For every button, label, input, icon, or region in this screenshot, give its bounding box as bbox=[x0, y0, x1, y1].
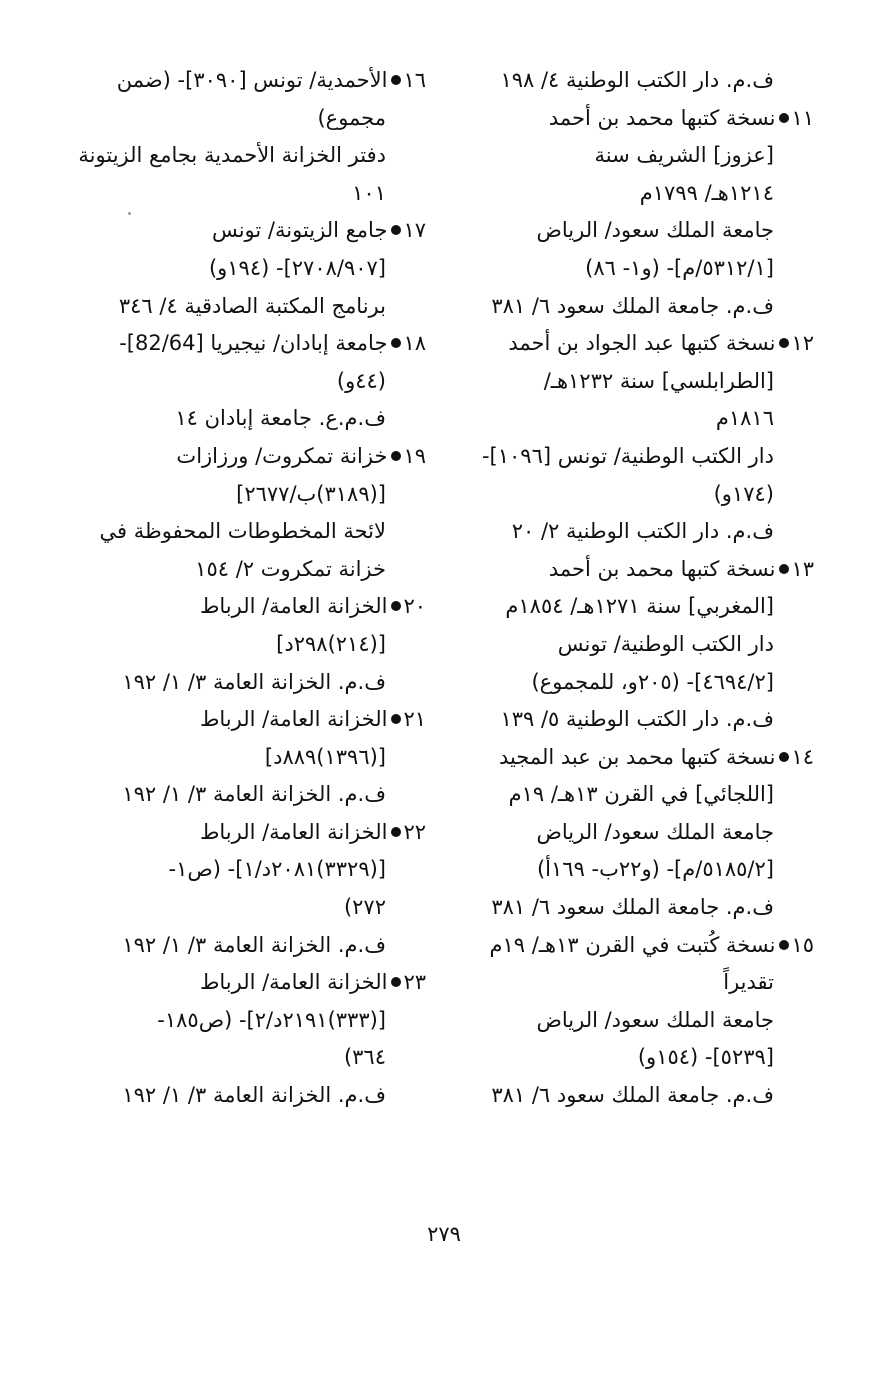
entry-text: الخزانة العامة/ الرباط bbox=[199, 707, 388, 732]
entry-detail-line: جامعة الملك سعود/ الرياض bbox=[536, 218, 774, 243]
entry-detail-line: [(١٣٩٦)٨٨٩د] bbox=[264, 744, 386, 769]
bullet-icon bbox=[391, 977, 401, 987]
entry-detail-line: [عزوز] الشريف سنة bbox=[594, 143, 774, 168]
catalog-entry bbox=[467, 927, 814, 965]
entry-detail-line: خزانة تمكروت ٢/ ١٥٤ bbox=[195, 556, 386, 581]
entry-number: ١٨ bbox=[403, 331, 426, 356]
entry-text: الخزانة العامة/ الرباط bbox=[199, 970, 388, 995]
entry-detail-line: (٤٤و) bbox=[336, 368, 386, 393]
bullet-icon bbox=[391, 75, 401, 85]
entry-detail-line: ف.م. جامعة الملك سعود ٦/ ٣٨١ bbox=[491, 293, 774, 318]
left-column bbox=[76, 62, 426, 1115]
entry-detail-line: تقديراً bbox=[723, 970, 774, 995]
entry-detail-line: جامعة الملك سعود/ الرياض bbox=[536, 819, 774, 844]
bullet-icon bbox=[779, 940, 789, 950]
entry-detail-line: [٥١٨٥/٢/م]- (و٢٢ب- ١٦٩أ) bbox=[536, 857, 774, 882]
entry-detail-line: دفتر الخزانة الأحمدية بجامع الزيتونة bbox=[78, 143, 386, 168]
entry-detail-line: ١٢١٤هـ/ ١٧٩٩م bbox=[639, 180, 774, 205]
entry-number: ١٩ bbox=[403, 443, 426, 468]
entry-detail-line: [٥٢٣٩]- (١٥٤و) bbox=[637, 1045, 774, 1070]
entry-text: نسخة كتبها محمد بن عبد المجيد bbox=[498, 744, 776, 769]
entry-detail-line: ف.م. جامعة الملك سعود ٦/ ٣٨١ bbox=[491, 895, 774, 920]
bullet-icon bbox=[391, 601, 401, 611]
entry-text: خزانة تمكروت/ ورزازات bbox=[176, 443, 388, 468]
entry-detail-line: مجموع) bbox=[317, 105, 386, 130]
entry-detail-line: لائحة المخطوطات المحفوظة في bbox=[99, 519, 386, 544]
catalog-entry bbox=[76, 325, 426, 363]
entry-number: ١٧ bbox=[403, 218, 426, 243]
entry-detail-line: [اللجائي] في القرن ١٣هـ/ ١٩م bbox=[508, 782, 774, 807]
entry-detail-line: دار الكتب الوطنية/ تونس bbox=[557, 631, 774, 656]
page-number: ٢٧٩ bbox=[427, 1222, 461, 1246]
entry-detail-line: ٢٧٢) bbox=[343, 895, 386, 920]
entry-number: ١٢ bbox=[791, 331, 814, 356]
entry-detail-line: ف.م. الخزانة العامة ٣/ ١/ ١٩٢ bbox=[122, 782, 386, 807]
catalog-entry bbox=[76, 814, 426, 852]
catalog-entry bbox=[467, 100, 814, 138]
bullet-icon bbox=[391, 338, 401, 348]
entry-detail-line: ف.م.ع. جامعة إبادان ١٤ bbox=[175, 406, 386, 431]
bullet-icon bbox=[391, 714, 401, 724]
entry-text: نسخة كتبها محمد بن أحمد bbox=[548, 556, 776, 581]
entry-number: ١١ bbox=[791, 105, 814, 130]
bullet-icon bbox=[391, 225, 401, 235]
bullet-icon bbox=[779, 752, 789, 762]
entry-detail-line: ف.م. الخزانة العامة ٣/ ١/ ١٩٢ bbox=[122, 669, 386, 694]
catalog-entry bbox=[467, 325, 814, 363]
entry-number: ١٥ bbox=[791, 932, 814, 957]
bullet-icon bbox=[779, 564, 789, 574]
entry-detail-line: ف.م. دار الكتب الوطنية ٢/ ٢٠ bbox=[511, 519, 774, 544]
entry-text: الخزانة العامة/ الرباط bbox=[199, 819, 388, 844]
entry-number: ٢١ bbox=[403, 707, 426, 732]
entry-detail-line: [(٣٣٣)٢١٩١د/٢]- (ص١٨٥- bbox=[157, 1007, 386, 1032]
catalog-entry bbox=[76, 964, 426, 1002]
bullet-icon bbox=[779, 113, 789, 123]
right-column bbox=[467, 62, 814, 1115]
entry-text: نسخة كتبها عبد الجواد بن أحمد bbox=[508, 331, 776, 356]
bullet-icon bbox=[391, 451, 401, 461]
entry-number: ١٤ bbox=[791, 744, 814, 769]
entry-number: ١٣ bbox=[791, 556, 814, 581]
entry-text: جامعة إبادان/ نيجيريا [82/64]- bbox=[119, 331, 388, 356]
entry-detail-line: ١٨١٦م bbox=[715, 406, 774, 431]
entry-detail-line: ٣٦٤) bbox=[343, 1045, 386, 1070]
entry-detail-line: [٤٦٩٤/٢]- (٢٠٥و، للمجموع) bbox=[531, 669, 774, 694]
entry-text: الخزانة العامة/ الرباط bbox=[199, 594, 388, 619]
entry-detail-line: ف.م. دار الكتب الوطنية ٥/ ١٣٩ bbox=[500, 707, 774, 732]
entry-detail-line: [الطرابلسي] سنة ١٢٣٢هـ/ bbox=[543, 368, 774, 393]
entry-detail-line: [(٣١٨٩)ب/٢٦٧٧] bbox=[236, 481, 386, 506]
entry-text: الأحمدية/ تونس [٣٠٩٠]- (ضمن bbox=[116, 68, 388, 92]
entry-detail-line: دار الكتب الوطنية/ تونس [١٠٩٦]- bbox=[481, 443, 774, 468]
entry-detail-line: (١٧٤و) bbox=[713, 481, 774, 506]
entry-detail-line: جامعة الملك سعود/ الرياض bbox=[536, 1007, 774, 1032]
scan-speck bbox=[128, 212, 131, 215]
catalog-entry bbox=[76, 588, 426, 626]
entry-detail-line: ف.م. دار الكتب الوطنية ٤/ ١٩٨ bbox=[500, 68, 774, 92]
entry-number: ٢٢ bbox=[403, 819, 426, 844]
entry-detail-line: [(٣٣٢٩)٢٠٨١د/١]- (ص١- bbox=[168, 857, 386, 882]
entry-detail-line: برنامج المكتبة الصادقية ٤/ ٣٤٦ bbox=[118, 293, 386, 318]
bullet-icon bbox=[779, 338, 789, 348]
entry-detail-line: ف.م. الخزانة العامة ٣/ ١/ ١٩٢ bbox=[122, 932, 386, 957]
entry-number: ١٦ bbox=[403, 68, 426, 92]
entry-text: نسخة كتبها محمد بن أحمد bbox=[548, 105, 776, 130]
entry-detail-line: [المغربي] سنة ١٢٧١هـ/ ١٨٥٤م bbox=[505, 594, 774, 619]
entry-detail-line: ف.م. الخزانة العامة ٣/ ١/ ١٩٢ bbox=[122, 1083, 386, 1108]
catalog-entry bbox=[76, 62, 426, 100]
entry-number: ٢٠ bbox=[403, 594, 426, 619]
entry-number: ٢٣ bbox=[403, 970, 426, 995]
catalog-entry bbox=[76, 438, 426, 476]
bullet-icon bbox=[391, 827, 401, 837]
entry-detail-line: ف.م. جامعة الملك سعود ٦/ ٣٨١ bbox=[491, 1083, 774, 1108]
entry-detail-line: [٢٧٠٨/٩٠٧]- (١٩٤و) bbox=[208, 255, 386, 280]
entry-text: نسخة كُتبت في القرن ١٣هـ/ ١٩م bbox=[489, 932, 776, 957]
entry-detail-line: ١٠١ bbox=[352, 180, 386, 205]
catalog-entry bbox=[76, 212, 426, 250]
entry-detail-line: [(٢١٤)٢٩٨د] bbox=[276, 631, 386, 656]
entry-text: جامع الزيتونة/ تونس bbox=[211, 218, 388, 243]
catalog-entry bbox=[467, 551, 814, 589]
catalog-entry bbox=[76, 701, 426, 739]
catalog-entry bbox=[467, 739, 814, 777]
entry-detail-line: [٥٣١٢/١/م]- (و١- ٨٦) bbox=[585, 255, 774, 280]
